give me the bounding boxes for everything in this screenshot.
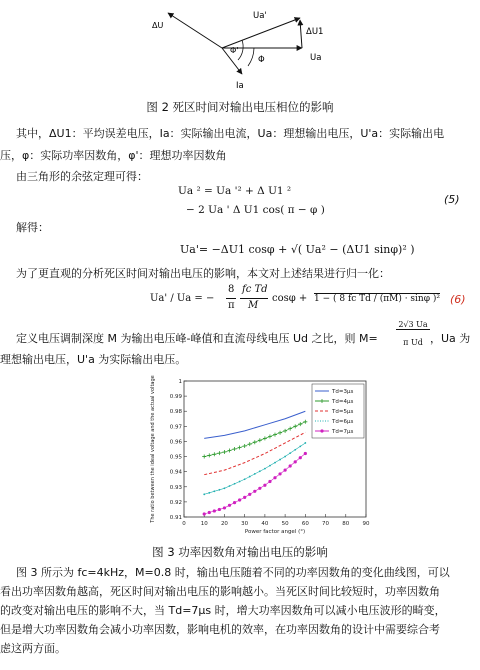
- legend-label: Td=5μs: [332, 409, 354, 415]
- x-tick-label: 30: [241, 521, 249, 527]
- eq5-line1: Ua ² = Ua '² + Δ U1 ²: [178, 185, 292, 197]
- para3-frac-num: 2√3 Ua: [398, 320, 428, 329]
- para4-line4: 但是增大功率因数角会减小功率因数，影响电机的效率，在功率因数角的设计中需要综合考: [0, 623, 440, 636]
- para3-frac-den: π Ud: [403, 338, 423, 347]
- eq6-rest: cosφ +: [272, 293, 308, 304]
- para3-fraction: [396, 320, 430, 347]
- eq6-frac1-bar: [226, 298, 236, 299]
- label-ua: Ua: [310, 53, 322, 63]
- y-tick-label: 0.99: [169, 394, 182, 401]
- y-tick-label: 0.98: [169, 409, 182, 416]
- x-tick-label: 60: [301, 521, 309, 527]
- x-tick-label: 0: [182, 521, 186, 527]
- series-marker-4: [269, 465, 271, 467]
- eq6: [150, 284, 450, 318]
- series-marker-4: [254, 473, 256, 475]
- x-tick-label: 50: [281, 521, 289, 527]
- y-tick-label: 0.97: [169, 424, 182, 431]
- eq6-frac2-bar: [240, 298, 268, 299]
- para3-line1a: 定义电压调制深度 M 为输出电压峰-峰值和直流母线电压 Ud 之比，则 M=: [16, 332, 378, 345]
- label-phi: Φ: [258, 55, 265, 65]
- series-marker-4: [229, 485, 231, 487]
- series-marker-4: [274, 462, 276, 464]
- series-marker-4: [284, 456, 286, 458]
- eq6-lhs: Ua' / Ua = −: [150, 293, 215, 304]
- series-marker-4: [299, 445, 301, 447]
- series-marker-4: [208, 492, 210, 494]
- eq6-number: (6): [450, 293, 466, 306]
- para1-line2: 压，φ：实际功率因数角，φ'：理想功率因数角: [0, 149, 227, 162]
- eq5-line2: − 2 Ua ' Δ U1 cos( π − φ ): [186, 204, 325, 216]
- series-marker-4: [259, 470, 261, 472]
- series-marker-5: [223, 506, 226, 509]
- series-marker-4: [264, 468, 266, 470]
- para4-line2: 看出功率因数角越高，死区时间对输出电压的影响越小。当死区时间比较短时，功率因数角: [0, 585, 440, 598]
- eq6-frac2-den: M: [248, 300, 259, 311]
- series-marker-4: [249, 476, 251, 478]
- legend-label: Td=7μs: [332, 429, 354, 435]
- series-marker-4: [218, 489, 220, 491]
- eq6-frac1-num: 8: [228, 284, 235, 295]
- series-marker-5: [238, 498, 241, 501]
- legend-marker: [320, 429, 323, 432]
- y-axis-label: The ratio between the ideal voltage and the actual voltage: [150, 375, 156, 523]
- y-tick-label: 0.95: [169, 454, 182, 461]
- phasor-diagram: [150, 0, 360, 98]
- label-ia: Ia: [236, 81, 244, 91]
- series-marker-5: [294, 460, 297, 463]
- y-tick-label: 1: [178, 379, 182, 385]
- label-du1: ΔU1: [306, 27, 324, 37]
- series-marker-5: [258, 487, 261, 490]
- series-marker-5: [263, 484, 266, 487]
- y-tick-label: 0.96: [169, 439, 182, 446]
- series-marker-4: [203, 493, 205, 495]
- series-marker-4: [294, 449, 296, 451]
- x-tick-label: 10: [200, 521, 208, 527]
- series-marker-5: [213, 509, 216, 512]
- phi-arc: [248, 48, 254, 66]
- series-marker-5: [253, 490, 256, 493]
- series-marker-4: [234, 483, 236, 485]
- series-marker-5: [218, 508, 221, 511]
- series-marker-5: [228, 504, 231, 507]
- para2: 为了更直观的分析死区时间对输出电压的影响，本文对上述结果进行归一化：: [16, 267, 390, 280]
- eq-solution: Ua'= −ΔU1 cosφ + √( Ua² − (ΔU1 sinφ)² ): [180, 243, 415, 256]
- series-marker-5: [233, 501, 236, 504]
- solve-label: 解得：: [16, 221, 49, 234]
- x-axis-label: Power factor angel (°): [244, 529, 306, 535]
- ua-prime-vector: [222, 18, 300, 48]
- y-tick-label: 0.92: [169, 499, 182, 506]
- para3-line2: 理想输出电压，U'a 为实际输出电压。: [0, 353, 187, 366]
- series-marker-5: [248, 493, 251, 496]
- series-marker-5: [268, 480, 271, 483]
- eq6-sqrt: 1 − ( 8 fc Td / (πM) · sinφ )²: [314, 294, 441, 304]
- y-tick-label: 0.93: [169, 484, 182, 491]
- eq6-frac2-num: fc Td: [242, 284, 268, 295]
- para4-line5: 虑这两方面。: [0, 642, 66, 655]
- y-tick-label: 0.91: [169, 515, 182, 521]
- series-marker-5: [289, 464, 292, 467]
- series-marker-5: [284, 469, 287, 472]
- series-marker-4: [304, 442, 306, 444]
- eq5-number: (5): [444, 193, 460, 206]
- series-marker-4: [213, 490, 215, 492]
- x-tick-label: 80: [342, 521, 350, 527]
- series-marker-5: [203, 512, 206, 515]
- para4-line3: 的改变对输出电压的影响不大，当 Td=7μs 时，增大功率因数角可以减小电压波形的畸变，: [0, 604, 446, 617]
- series-marker-5: [208, 511, 211, 514]
- fig2-caption: 图 2 死区时间对输出电压相位的影响: [146, 100, 334, 114]
- x-tick-label: 90: [362, 521, 370, 527]
- fig3-caption: 图 3 功率因数角对输出电压的影响: [152, 545, 328, 559]
- eq6-frac1-den: π: [228, 300, 235, 311]
- series-marker-4: [224, 487, 226, 489]
- series-marker-5: [243, 496, 246, 499]
- du-vector: [168, 13, 222, 48]
- legend-label: Td=3μs: [332, 389, 354, 395]
- legend-label: Td=6μs: [332, 419, 354, 425]
- power-factor-chart: [140, 375, 372, 540]
- para1-line1: 其中，ΔU1：平均误差电压，Ia：实际输出电流，Ua：理想输出电压，U'a：实际输出电: [16, 127, 445, 140]
- x-tick-label: 70: [322, 521, 330, 527]
- series-marker-4: [239, 481, 241, 483]
- series-marker-4: [289, 452, 291, 454]
- du1-vector: [300, 20, 302, 48]
- legend-label: Td=4μs: [332, 399, 354, 405]
- label-ua-prime: Ua': [253, 11, 267, 21]
- y-tick-label: 0.94: [169, 469, 182, 476]
- series-marker-5: [273, 476, 276, 479]
- label-phi-prime: Φ': [230, 46, 239, 55]
- phi-prime-arc: [238, 40, 243, 60]
- series-marker-4: [244, 478, 246, 480]
- series-marker-5: [278, 472, 281, 475]
- para4-line1: 图 3 所示为 fc=4kHz，M=0.8 时，输出电压随着不同的功率因数角的变化曲线图，可以: [16, 566, 450, 579]
- series-marker-4: [279, 459, 281, 461]
- x-tick-label: 20: [220, 521, 228, 527]
- para3-line1b: ，Ua 为: [430, 332, 471, 345]
- series-marker-5: [304, 452, 307, 455]
- x-tick-label: 40: [261, 521, 269, 527]
- para3-frac-bar: [396, 329, 430, 330]
- label-du: ΔU: [152, 21, 164, 30]
- para1-line3: 由三角形的余弦定理可得：: [16, 170, 148, 183]
- series-marker-5: [299, 456, 302, 459]
